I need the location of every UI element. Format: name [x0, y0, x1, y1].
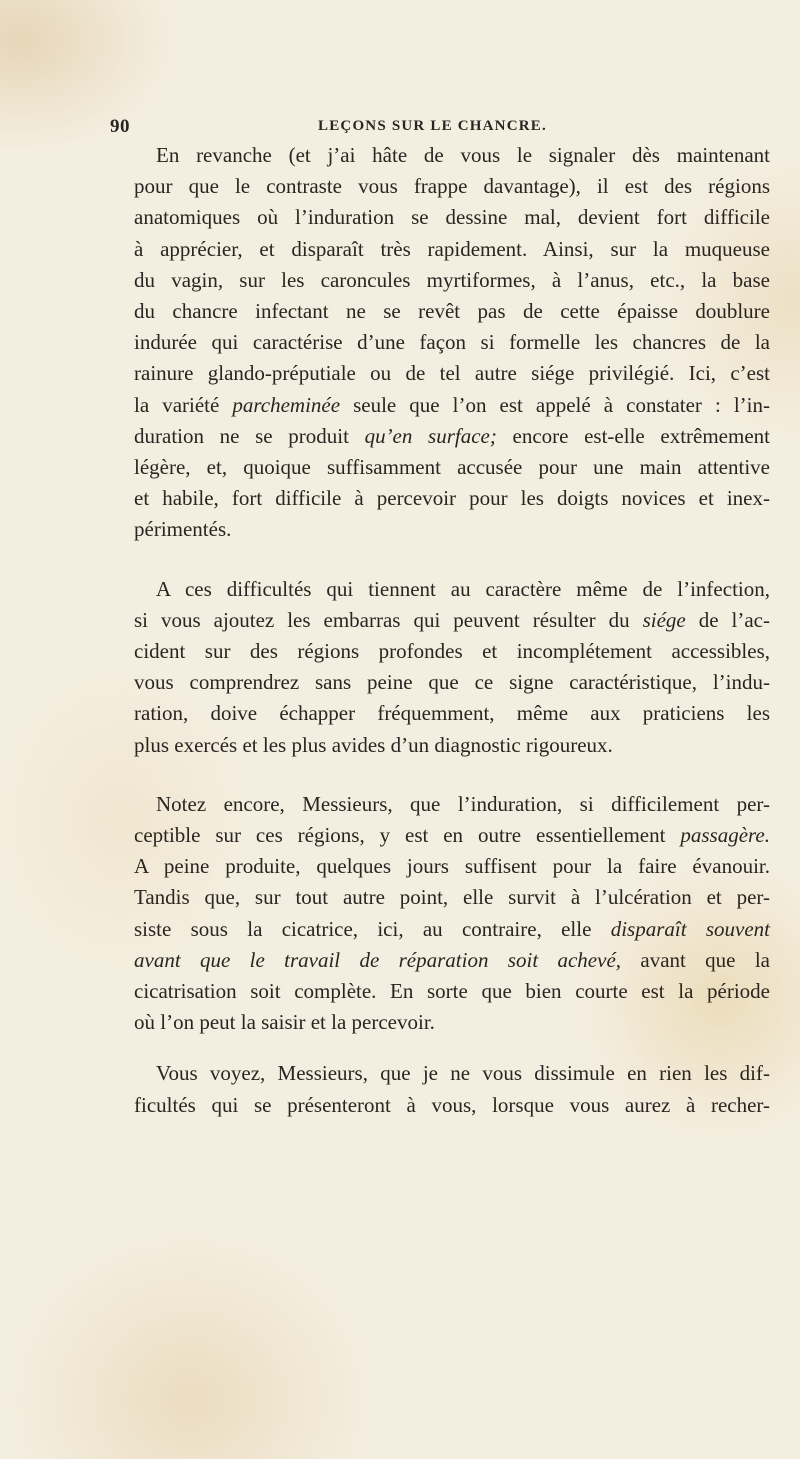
text-segment: à apprécier, et disparaît très rapidement. Ainsi, sur la muqueuse: [134, 236, 770, 261]
paragraph-gap: [134, 761, 770, 789]
paragraph: [134, 1058, 770, 1120]
text-line: [134, 514, 770, 545]
italic-text: siége: [642, 607, 686, 632]
paragraph: [134, 140, 770, 546]
text-line: [134, 1090, 770, 1121]
text-segment: avant que la: [621, 947, 770, 972]
text-segment: ration, doive échapper fréquemment, même aux praticiens les: [134, 701, 770, 726]
text-segment: vous comprendrez sans peine que ce signe caractéristique, l’indu-: [134, 670, 770, 695]
text-line: [134, 296, 770, 327]
running-header: [110, 116, 770, 142]
text-segment: cident sur des régions profondes et incomplétement accessibles,: [134, 639, 770, 664]
text-line: [134, 636, 770, 667]
text-line: [134, 265, 770, 296]
text-line: [134, 390, 770, 421]
text-line: [134, 358, 770, 389]
text-segment: de l’ac-: [685, 607, 770, 632]
body-text: [134, 140, 770, 1121]
text-line: [134, 171, 770, 202]
text-line: [134, 202, 770, 233]
text-line: [134, 976, 770, 1007]
text-segment: siste sous la cicatrice, ici, au contraire, elle: [134, 916, 611, 941]
text-segment: plus exercés et les plus avides d’un diagnostic rigoureux.: [134, 732, 613, 757]
page-number: 90: [110, 116, 130, 137]
text-line: [134, 820, 770, 851]
text-segment: ficultés qui se présenteront à vous, lorsque vous aurez à recher-: [134, 1092, 770, 1117]
text-line: [134, 789, 770, 820]
text-segment: Notez encore, Messieurs, que l’induration, si difficilement per-: [156, 791, 770, 816]
text-segment: si vous ajoutez les embarras qui peuvent résulter du: [134, 607, 643, 632]
text-line: [134, 730, 770, 761]
paragraph: [134, 789, 770, 1039]
text-segment: la variété: [134, 392, 233, 417]
paragraph: [134, 574, 770, 761]
italic-text: qu’en surface;: [364, 423, 497, 448]
text-segment: duration ne se produit: [134, 423, 365, 448]
paragraph-gap: [134, 546, 770, 574]
text-line: [134, 914, 770, 945]
text-line: [134, 421, 770, 452]
text-line: [134, 698, 770, 729]
text-line: [134, 452, 770, 483]
text-line: [134, 851, 770, 882]
text-line: [134, 574, 770, 605]
paragraph-gap: [134, 1038, 770, 1058]
text-line: [134, 1058, 770, 1089]
text-line: [134, 945, 770, 976]
text-line: [134, 1007, 770, 1038]
italic-text: passagère.: [680, 823, 770, 848]
text-segment: A peine produite, quelques jours suffisent pour la faire évanouir.: [134, 854, 770, 879]
text-segment: seule que l’on est appelé à constater : l’in-: [340, 392, 771, 417]
text-segment: pour que le contraste vous frappe davantage), il est des régions: [134, 174, 770, 199]
text-segment: indurée qui caractérise d’une façon si formelle les chancres de la: [134, 330, 770, 355]
text-line: [134, 327, 770, 358]
text-segment: légère, et, quoique suffisamment accusée pour une main attentive: [134, 455, 770, 480]
text-line: [134, 483, 770, 514]
text-segment: périmentés.: [134, 517, 232, 542]
italic-text: disparaît souvent: [610, 916, 770, 941]
text-segment: Tandis que, sur tout autre point, elle survit à l’ulcération et per-: [134, 885, 770, 910]
text-line: [134, 140, 770, 171]
text-segment: Vous voyez, Messieurs, que je ne vous dissimule en rien les dif-: [156, 1061, 770, 1086]
text-segment: où l’on peut la saisir et la percevoir.: [134, 1010, 435, 1035]
text-line: [134, 234, 770, 265]
text-segment: ceptible sur ces régions, y est en outre essentiellement: [134, 823, 681, 848]
text-segment: du chancre infectant ne se revêt pas de cette épaisse doublure: [134, 299, 770, 324]
text-segment: A ces difficultés qui tiennent au caractère même de l’infection,: [156, 576, 770, 601]
text-segment: du vagin, sur les caroncules myrtiformes, à l’anus, etc., la base: [134, 267, 770, 292]
text-segment: et habile, fort difficile à percevoir pour les doigts novices et inex-: [134, 486, 770, 511]
text-segment: cicatrisation soit complète. En sorte que bien courte est la période: [134, 979, 770, 1004]
text-segment: anatomiques où l’induration se dessine mal, devient fort difficile: [134, 205, 770, 230]
text-line: [134, 667, 770, 698]
running-title: LEÇONS SUR LE CHANCRE.: [318, 118, 547, 134]
italic-text: avant que le travail de réparation soit achevé,: [134, 947, 622, 972]
text-line: [134, 882, 770, 913]
text-segment: encore est-elle extrêmement: [496, 423, 770, 448]
text-line: [134, 605, 770, 636]
italic-text: parcheminée: [232, 392, 341, 417]
text-segment: rainure glando-préputiale ou de tel autre siége privilégié. Ici, c’est: [134, 361, 770, 386]
text-segment: En revanche (et j’ai hâte de vous le signaler dès maintenant: [156, 143, 770, 167]
